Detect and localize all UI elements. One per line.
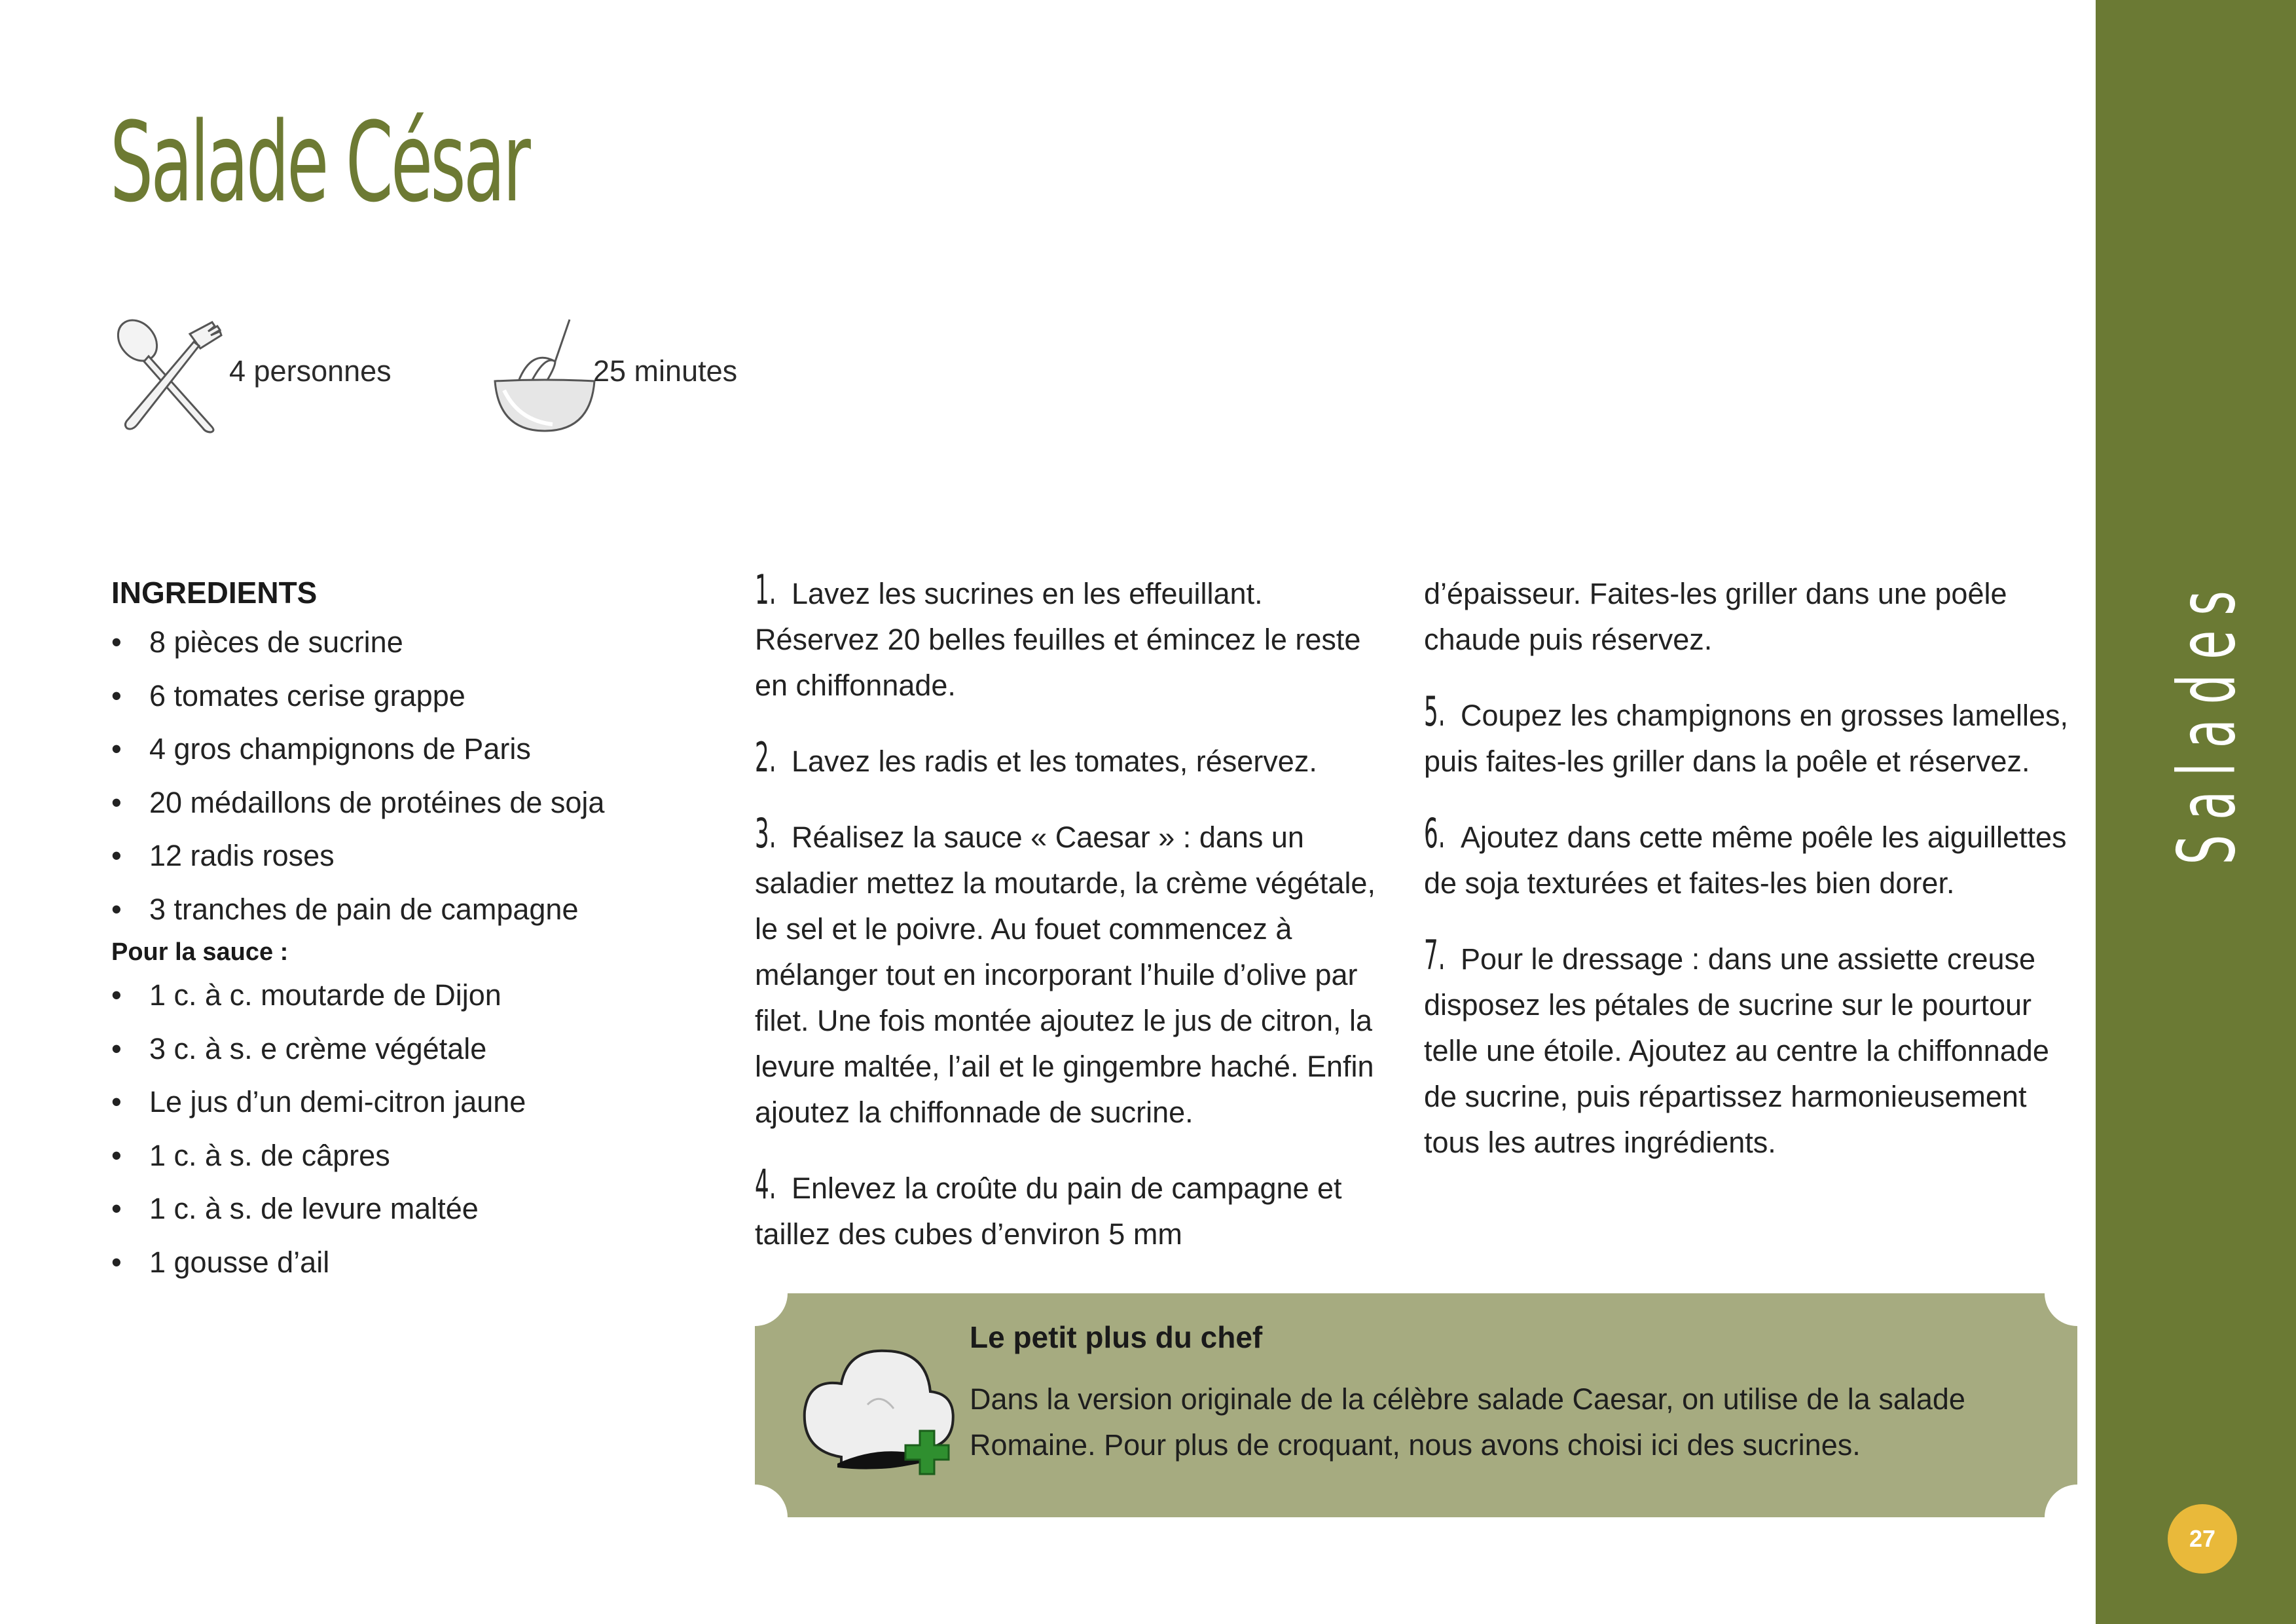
- list-item: • 3 tranches de pain de campagne: [111, 895, 604, 948]
- whisk-bowl-icon: [492, 316, 597, 434]
- step-text: d’épaisseur. Faites-les griller dans une poêle chaude puis réservez.: [1424, 577, 2007, 656]
- step-5: [1424, 688, 2072, 784]
- step-4-continued: [1424, 571, 2072, 663]
- step-number: 4.: [755, 1160, 776, 1208]
- step-6: [1424, 809, 2072, 906]
- time-text: 25 minutes: [593, 354, 738, 388]
- step-4: [755, 1160, 1383, 1257]
- ingredients-heading: INGREDIENTS: [111, 576, 318, 610]
- step-text: Coupez les champignons en grosses lamelles, puis faites-les griller dans la poêle et réservez.: [1424, 699, 2068, 778]
- sauce-list: [111, 980, 526, 1301]
- step-text: Enlevez la croûte du pain de campagne et taillez des cubes d’environ 5 mm: [755, 1172, 1342, 1251]
- list-item: • 1 c. à s. de levure maltée: [111, 1194, 526, 1247]
- step-number: 3.: [755, 809, 776, 857]
- step-text: Réalisez la sauce « Caesar » : dans un saladier mettez la moutarde, la crème végétale, le sel et le poivre. Au fouet commencez à mélanger tout en incorporant l’huile d’olive par filet. Une fois montée ajoutez le jus de citron, la levure maltée, l’ail et le gingembre haché. Enfin ajoutez la chiffonnade de sucrine.: [755, 821, 1376, 1129]
- step-7: [1424, 931, 2072, 1166]
- list-item: • 3 c. à s. e crème végétale: [111, 1034, 526, 1088]
- list-item: • 1 gousse d’ail: [111, 1247, 526, 1301]
- recipe-title: Salade César: [110, 98, 529, 227]
- list-item: • 6 tomates cerise grappe: [111, 681, 604, 735]
- time-info: [492, 316, 737, 434]
- list-item: • 1 c. à s. de câpres: [111, 1141, 526, 1194]
- step-2: [755, 733, 1383, 784]
- step-number: 7.: [1424, 931, 1446, 979]
- section-label: Salades: [2162, 576, 2253, 865]
- step-text: Ajoutez dans cette même poêle les aiguillettes de soja texturées et faites-les bien dorer.: [1424, 821, 2067, 900]
- servings-info: [113, 316, 392, 434]
- step-1: [755, 566, 1383, 709]
- list-item: • 1 c. à c. moutarde de Dijon: [111, 980, 526, 1034]
- tip-text: Dans la version originale de la célèbre salade Caesar, on utilise de la salade Romaine. Pour plus de croquant, nous avons choisi ici des sucrines.: [970, 1382, 1965, 1462]
- list-item: • 8 pièces de sucrine: [111, 627, 604, 681]
- step-text: Lavez les sucrines en les effeuillant. Réservez 20 belles feuilles et émincez le reste en chiffonnade.: [755, 577, 1361, 702]
- steps-column-2: [1424, 571, 2072, 1196]
- sauce-heading: Pour la sauce :: [111, 938, 289, 966]
- list-item: • Le jus d’un demi-citron jaune: [111, 1087, 526, 1141]
- steps-column-1: [755, 566, 1383, 1287]
- tip-title: Le petit plus du chef: [970, 1320, 1263, 1354]
- step-text: Lavez les radis et les tomates, réservez.: [792, 745, 1317, 778]
- step-3: [755, 809, 1383, 1135]
- step-number: 2.: [755, 733, 776, 781]
- chef-tip-box: [755, 1293, 2077, 1517]
- step-number: 5.: [1424, 688, 1446, 735]
- step-number: 1.: [755, 566, 776, 614]
- step-text: Pour le dressage : dans une assiette creuse disposez les pétales de sucrine sur le pourtour telle une étoile. Ajoutez au centre la chiffonnade de sucrine, puis répartissez harmonieusement tous les autres ingrédients.: [1424, 942, 2049, 1159]
- page-number-badge: 27: [2168, 1504, 2237, 1574]
- chef-hat-icon: [795, 1333, 966, 1483]
- list-item: • 20 médaillons de protéines de soja: [111, 788, 604, 841]
- spoon-fork-icon: [113, 316, 237, 434]
- ingredients-list: [111, 627, 604, 948]
- list-item: • 12 radis roses: [111, 841, 604, 895]
- servings-text: 4 personnes: [229, 354, 392, 388]
- list-item: • 4 gros champignons de Paris: [111, 734, 604, 788]
- step-number: 6.: [1424, 809, 1446, 857]
